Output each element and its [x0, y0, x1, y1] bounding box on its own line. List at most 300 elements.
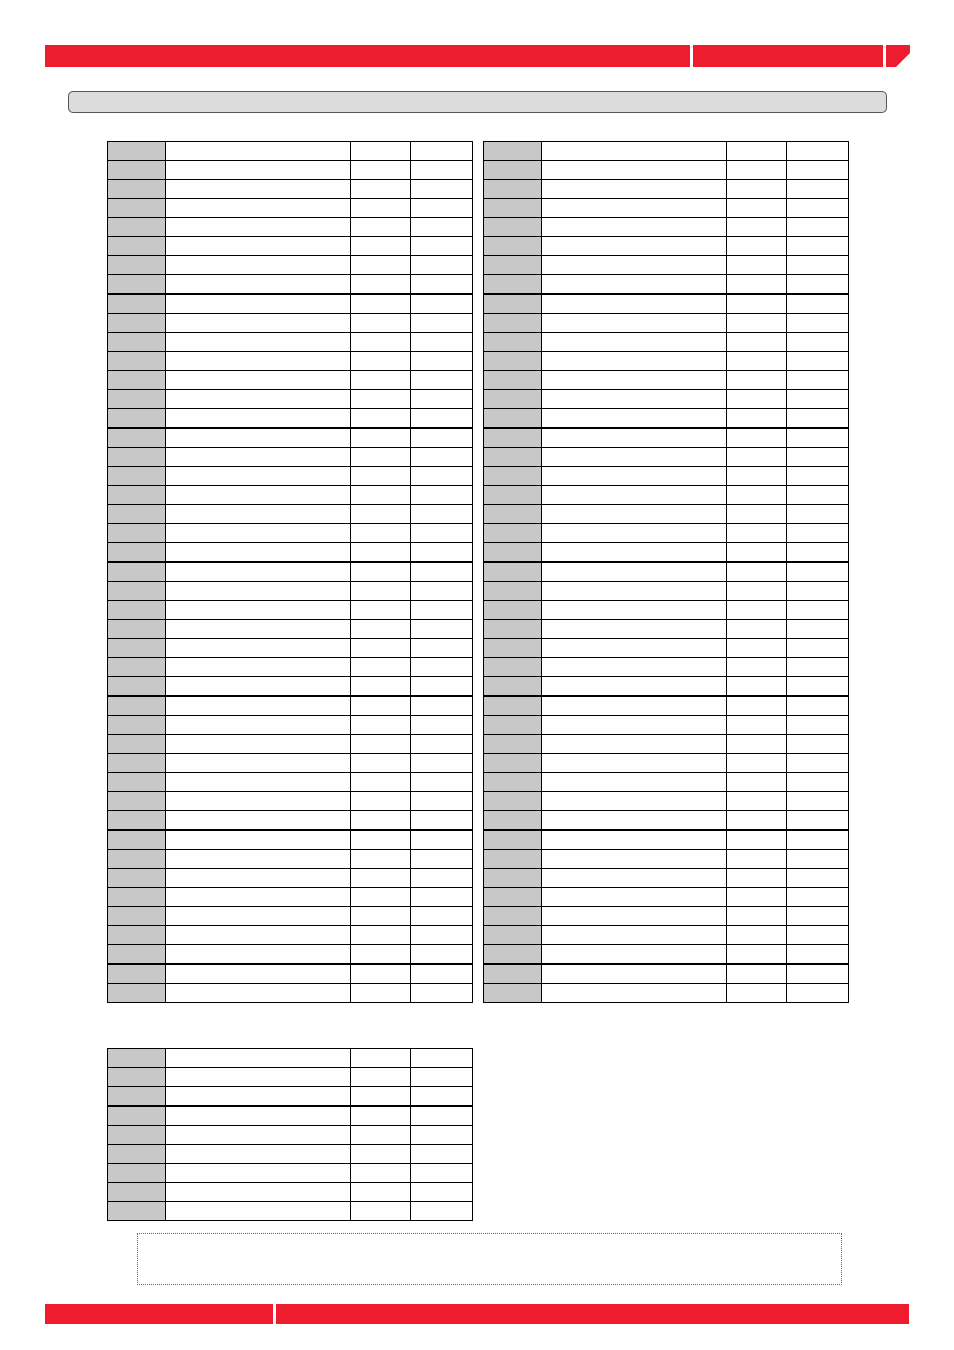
table-cell	[727, 352, 787, 371]
table-cell	[787, 830, 849, 850]
table-cell	[411, 142, 473, 161]
table-cell	[727, 294, 787, 314]
table-cell	[166, 543, 351, 563]
table-cell	[787, 505, 849, 524]
table-cell	[542, 639, 727, 658]
row-header-cell	[108, 467, 166, 486]
table-cell	[787, 486, 849, 505]
row-header-cell	[108, 1126, 166, 1145]
table-cell	[411, 964, 473, 984]
table-cell	[411, 505, 473, 524]
table-cell	[166, 830, 351, 850]
table-cell	[542, 237, 727, 256]
table-cell	[166, 562, 351, 582]
table-row	[484, 161, 849, 180]
table-row	[108, 1087, 473, 1107]
table-cell	[542, 850, 727, 869]
table-cell	[787, 735, 849, 754]
row-header-cell	[108, 142, 166, 161]
table-cell	[542, 142, 727, 161]
table-cell	[542, 409, 727, 429]
row-header-cell	[484, 237, 542, 256]
table-cell	[411, 945, 473, 965]
parameter-table-bottom	[107, 1048, 473, 1221]
table-cell	[411, 1126, 473, 1145]
table-row	[484, 696, 849, 716]
table-cell	[166, 237, 351, 256]
table-cell	[351, 945, 411, 965]
table-cell	[411, 333, 473, 352]
table-row	[108, 907, 473, 926]
table-cell	[166, 1068, 351, 1087]
table-cell	[166, 199, 351, 218]
table-row	[484, 850, 849, 869]
table-cell	[166, 984, 351, 1003]
table-row	[484, 409, 849, 429]
table-cell	[351, 161, 411, 180]
table-cell	[542, 256, 727, 275]
row-header-cell	[108, 620, 166, 639]
row-header-cell	[108, 888, 166, 907]
table-cell	[542, 907, 727, 926]
row-header-cell	[484, 907, 542, 926]
table-row	[484, 964, 849, 984]
table-row	[484, 314, 849, 333]
table-cell	[411, 735, 473, 754]
table-cell	[411, 524, 473, 543]
row-header-cell	[484, 620, 542, 639]
table-cell	[411, 562, 473, 582]
table-cell	[787, 543, 849, 563]
table-cell	[542, 869, 727, 888]
row-header-cell	[108, 314, 166, 333]
table-cell	[166, 218, 351, 237]
table-cell	[351, 371, 411, 390]
table-cell	[727, 639, 787, 658]
table-cell	[411, 850, 473, 869]
row-header-cell	[108, 639, 166, 658]
table-cell	[727, 142, 787, 161]
row-header-cell	[484, 390, 542, 409]
row-header-cell	[108, 792, 166, 811]
table-row	[108, 256, 473, 275]
table-row	[484, 543, 849, 563]
table-cell	[411, 371, 473, 390]
table-cell	[542, 199, 727, 218]
table-cell	[727, 467, 787, 486]
table-row	[484, 448, 849, 467]
row-header-cell	[484, 945, 542, 965]
row-header-cell	[484, 543, 542, 563]
table-row	[108, 926, 473, 945]
table-row	[108, 582, 473, 601]
table-row	[108, 792, 473, 811]
table-cell	[727, 562, 787, 582]
table-cell	[351, 811, 411, 831]
table-cell	[787, 850, 849, 869]
table-cell	[542, 773, 727, 792]
table-cell	[787, 945, 849, 965]
table-cell	[542, 716, 727, 735]
row-header-cell	[484, 735, 542, 754]
table-cell	[411, 811, 473, 831]
row-header-cell	[108, 830, 166, 850]
table-cell	[727, 314, 787, 333]
table-row	[108, 601, 473, 620]
table-row	[484, 601, 849, 620]
table-cell	[166, 945, 351, 965]
table-cell	[166, 1126, 351, 1145]
row-header-cell	[484, 142, 542, 161]
table-cell	[351, 1202, 411, 1221]
table-cell	[542, 218, 727, 237]
table-row	[108, 275, 473, 295]
table-cell	[351, 926, 411, 945]
table-cell	[727, 390, 787, 409]
table-row	[108, 773, 473, 792]
table-cell	[411, 677, 473, 697]
table-cell	[166, 850, 351, 869]
row-header-cell	[108, 869, 166, 888]
table-cell	[727, 773, 787, 792]
table-cell	[411, 1106, 473, 1126]
table-cell	[351, 486, 411, 505]
table-row	[108, 1183, 473, 1202]
table-cell	[411, 773, 473, 792]
table-row	[484, 524, 849, 543]
table-cell	[411, 907, 473, 926]
table-row	[484, 371, 849, 390]
table-row	[108, 180, 473, 199]
table-cell	[727, 180, 787, 199]
table-row	[484, 505, 849, 524]
table-cell	[411, 294, 473, 314]
table-cell	[166, 639, 351, 658]
table-row	[108, 1068, 473, 1087]
table-cell	[787, 199, 849, 218]
row-header-cell	[484, 830, 542, 850]
row-header-cell	[484, 275, 542, 295]
table-cell	[542, 294, 727, 314]
table-row	[484, 869, 849, 888]
table-cell	[351, 850, 411, 869]
table-cell	[542, 371, 727, 390]
table-cell	[787, 582, 849, 601]
row-header-cell	[484, 601, 542, 620]
table-cell	[727, 543, 787, 563]
table-cell	[787, 620, 849, 639]
row-header-cell	[108, 754, 166, 773]
page-corner-icon	[886, 45, 910, 67]
table-cell	[787, 811, 849, 831]
table-cell	[727, 582, 787, 601]
table-row	[108, 428, 473, 448]
table-cell	[727, 926, 787, 945]
row-header-cell	[108, 658, 166, 677]
table-row	[108, 199, 473, 218]
table-cell	[542, 601, 727, 620]
table-row	[108, 562, 473, 582]
title-bar	[68, 91, 887, 113]
row-header-cell	[108, 333, 166, 352]
table-cell	[411, 543, 473, 563]
table-cell	[166, 1049, 351, 1068]
table-cell	[787, 639, 849, 658]
table-cell	[411, 620, 473, 639]
row-header-cell	[108, 1145, 166, 1164]
table-cell	[542, 830, 727, 850]
table-cell	[351, 467, 411, 486]
table-row	[484, 907, 849, 926]
table-cell	[411, 180, 473, 199]
table-row	[108, 677, 473, 697]
table-row	[108, 142, 473, 161]
table-row	[484, 926, 849, 945]
table-cell	[542, 448, 727, 467]
table-row	[484, 658, 849, 677]
table-cell	[787, 237, 849, 256]
table-cell	[542, 677, 727, 697]
table-cell	[542, 467, 727, 486]
table-row	[484, 275, 849, 295]
table-cell	[411, 1145, 473, 1164]
table-row	[484, 677, 849, 697]
table-cell	[727, 677, 787, 697]
table-cell	[727, 448, 787, 467]
table-cell	[787, 716, 849, 735]
table-row	[108, 1049, 473, 1068]
table-cell	[727, 409, 787, 429]
table-cell	[542, 811, 727, 831]
row-header-cell	[108, 256, 166, 275]
row-header-cell	[484, 562, 542, 582]
table-cell	[351, 1068, 411, 1087]
row-header-cell	[108, 275, 166, 295]
table-cell	[411, 237, 473, 256]
table-row	[108, 964, 473, 984]
table-cell	[727, 869, 787, 888]
table-cell	[727, 199, 787, 218]
table-cell	[727, 850, 787, 869]
row-header-cell	[484, 161, 542, 180]
row-header-cell	[484, 850, 542, 869]
row-header-cell	[108, 735, 166, 754]
table-cell	[166, 964, 351, 984]
table-row	[484, 716, 849, 735]
table-cell	[411, 926, 473, 945]
table-cell	[727, 275, 787, 295]
table-cell	[351, 294, 411, 314]
table-cell	[727, 888, 787, 907]
row-header-cell	[108, 352, 166, 371]
table-cell	[166, 696, 351, 716]
table-cell	[411, 658, 473, 677]
table-cell	[166, 907, 351, 926]
table-cell	[166, 582, 351, 601]
table-cell	[166, 161, 351, 180]
table-cell	[166, 716, 351, 735]
row-header-cell	[108, 1183, 166, 1202]
row-header-cell	[484, 926, 542, 945]
table-cell	[351, 677, 411, 697]
table-cell	[411, 1049, 473, 1068]
table-cell	[727, 524, 787, 543]
parameter-table-right	[483, 141, 849, 1003]
table-cell	[351, 333, 411, 352]
table-cell	[351, 716, 411, 735]
table-cell	[166, 754, 351, 773]
table-cell	[351, 505, 411, 524]
table-cell	[727, 696, 787, 716]
table-cell	[351, 1164, 411, 1183]
table-cell	[542, 754, 727, 773]
table-cell	[411, 314, 473, 333]
footer-bar	[45, 1304, 909, 1324]
row-header-cell	[484, 696, 542, 716]
table-cell	[351, 869, 411, 888]
table-cell	[787, 907, 849, 926]
table-cell	[787, 448, 849, 467]
table-cell	[411, 754, 473, 773]
row-header-cell	[484, 409, 542, 429]
row-header-cell	[484, 658, 542, 677]
table-cell	[351, 390, 411, 409]
table-cell	[727, 505, 787, 524]
table-cell	[166, 1164, 351, 1183]
table-cell	[542, 161, 727, 180]
table-cell	[542, 926, 727, 945]
row-header-cell	[108, 371, 166, 390]
table-cell	[787, 294, 849, 314]
table-cell	[351, 256, 411, 275]
table-cell	[351, 830, 411, 850]
table-row	[108, 945, 473, 965]
table-row	[484, 888, 849, 907]
table-cell	[411, 888, 473, 907]
table-row	[108, 352, 473, 371]
table-cell	[351, 735, 411, 754]
table-cell	[411, 275, 473, 295]
row-header-cell	[108, 964, 166, 984]
table-cell	[727, 907, 787, 926]
table-row	[108, 620, 473, 639]
table-cell	[411, 639, 473, 658]
table-cell	[727, 792, 787, 811]
row-header-cell	[484, 811, 542, 831]
table-row	[484, 773, 849, 792]
row-header-cell	[108, 601, 166, 620]
table-cell	[351, 352, 411, 371]
table-row	[108, 1126, 473, 1145]
note-box	[137, 1233, 842, 1285]
table-cell	[166, 1106, 351, 1126]
table-row	[108, 754, 473, 773]
table-row	[108, 1164, 473, 1183]
table-cell	[787, 888, 849, 907]
table-cell	[542, 562, 727, 582]
table-cell	[787, 792, 849, 811]
table-row	[108, 333, 473, 352]
table-cell	[542, 524, 727, 543]
table-cell	[351, 142, 411, 161]
table-cell	[411, 428, 473, 448]
table-cell	[351, 1183, 411, 1202]
table-cell	[411, 256, 473, 275]
table-row	[108, 984, 473, 1003]
row-header-cell	[108, 218, 166, 237]
row-header-cell	[484, 792, 542, 811]
row-header-cell	[484, 869, 542, 888]
table-cell	[166, 505, 351, 524]
table-cell	[727, 237, 787, 256]
table-row	[108, 161, 473, 180]
table-cell	[166, 1145, 351, 1164]
row-header-cell	[484, 486, 542, 505]
table-row	[108, 371, 473, 390]
table-cell	[727, 830, 787, 850]
row-header-cell	[484, 467, 542, 486]
table-row	[484, 562, 849, 582]
table-cell	[727, 984, 787, 1003]
table-cell	[727, 945, 787, 965]
table-row	[484, 237, 849, 256]
table-cell	[351, 754, 411, 773]
row-header-cell	[108, 428, 166, 448]
table-row	[484, 199, 849, 218]
row-header-cell	[108, 926, 166, 945]
table-cell	[411, 601, 473, 620]
table-cell	[542, 486, 727, 505]
table-row	[108, 294, 473, 314]
row-header-cell	[108, 390, 166, 409]
row-header-cell	[108, 1164, 166, 1183]
table-cell	[166, 428, 351, 448]
table-cell	[351, 237, 411, 256]
table-cell	[351, 582, 411, 601]
row-header-cell	[484, 180, 542, 199]
table-cell	[787, 428, 849, 448]
table-cell	[166, 1183, 351, 1202]
table-cell	[542, 333, 727, 352]
row-header-cell	[484, 984, 542, 1003]
table-cell	[787, 869, 849, 888]
row-header-cell	[484, 371, 542, 390]
table-cell	[727, 218, 787, 237]
table-row	[108, 811, 473, 831]
table-cell	[542, 505, 727, 524]
table-cell	[787, 390, 849, 409]
table-cell	[351, 773, 411, 792]
row-header-cell	[108, 1106, 166, 1126]
table-cell	[351, 275, 411, 295]
table-cell	[727, 964, 787, 984]
row-header-cell	[108, 161, 166, 180]
table-cell	[787, 371, 849, 390]
table-cell	[351, 984, 411, 1003]
table-row	[108, 467, 473, 486]
row-header-cell	[108, 562, 166, 582]
table-cell	[351, 428, 411, 448]
table-cell	[542, 984, 727, 1003]
table-cell	[351, 409, 411, 429]
row-header-cell	[484, 524, 542, 543]
table-cell	[166, 256, 351, 275]
table-cell	[351, 543, 411, 563]
table-cell	[166, 333, 351, 352]
table-cell	[351, 964, 411, 984]
table-cell	[166, 677, 351, 697]
row-header-cell	[484, 352, 542, 371]
